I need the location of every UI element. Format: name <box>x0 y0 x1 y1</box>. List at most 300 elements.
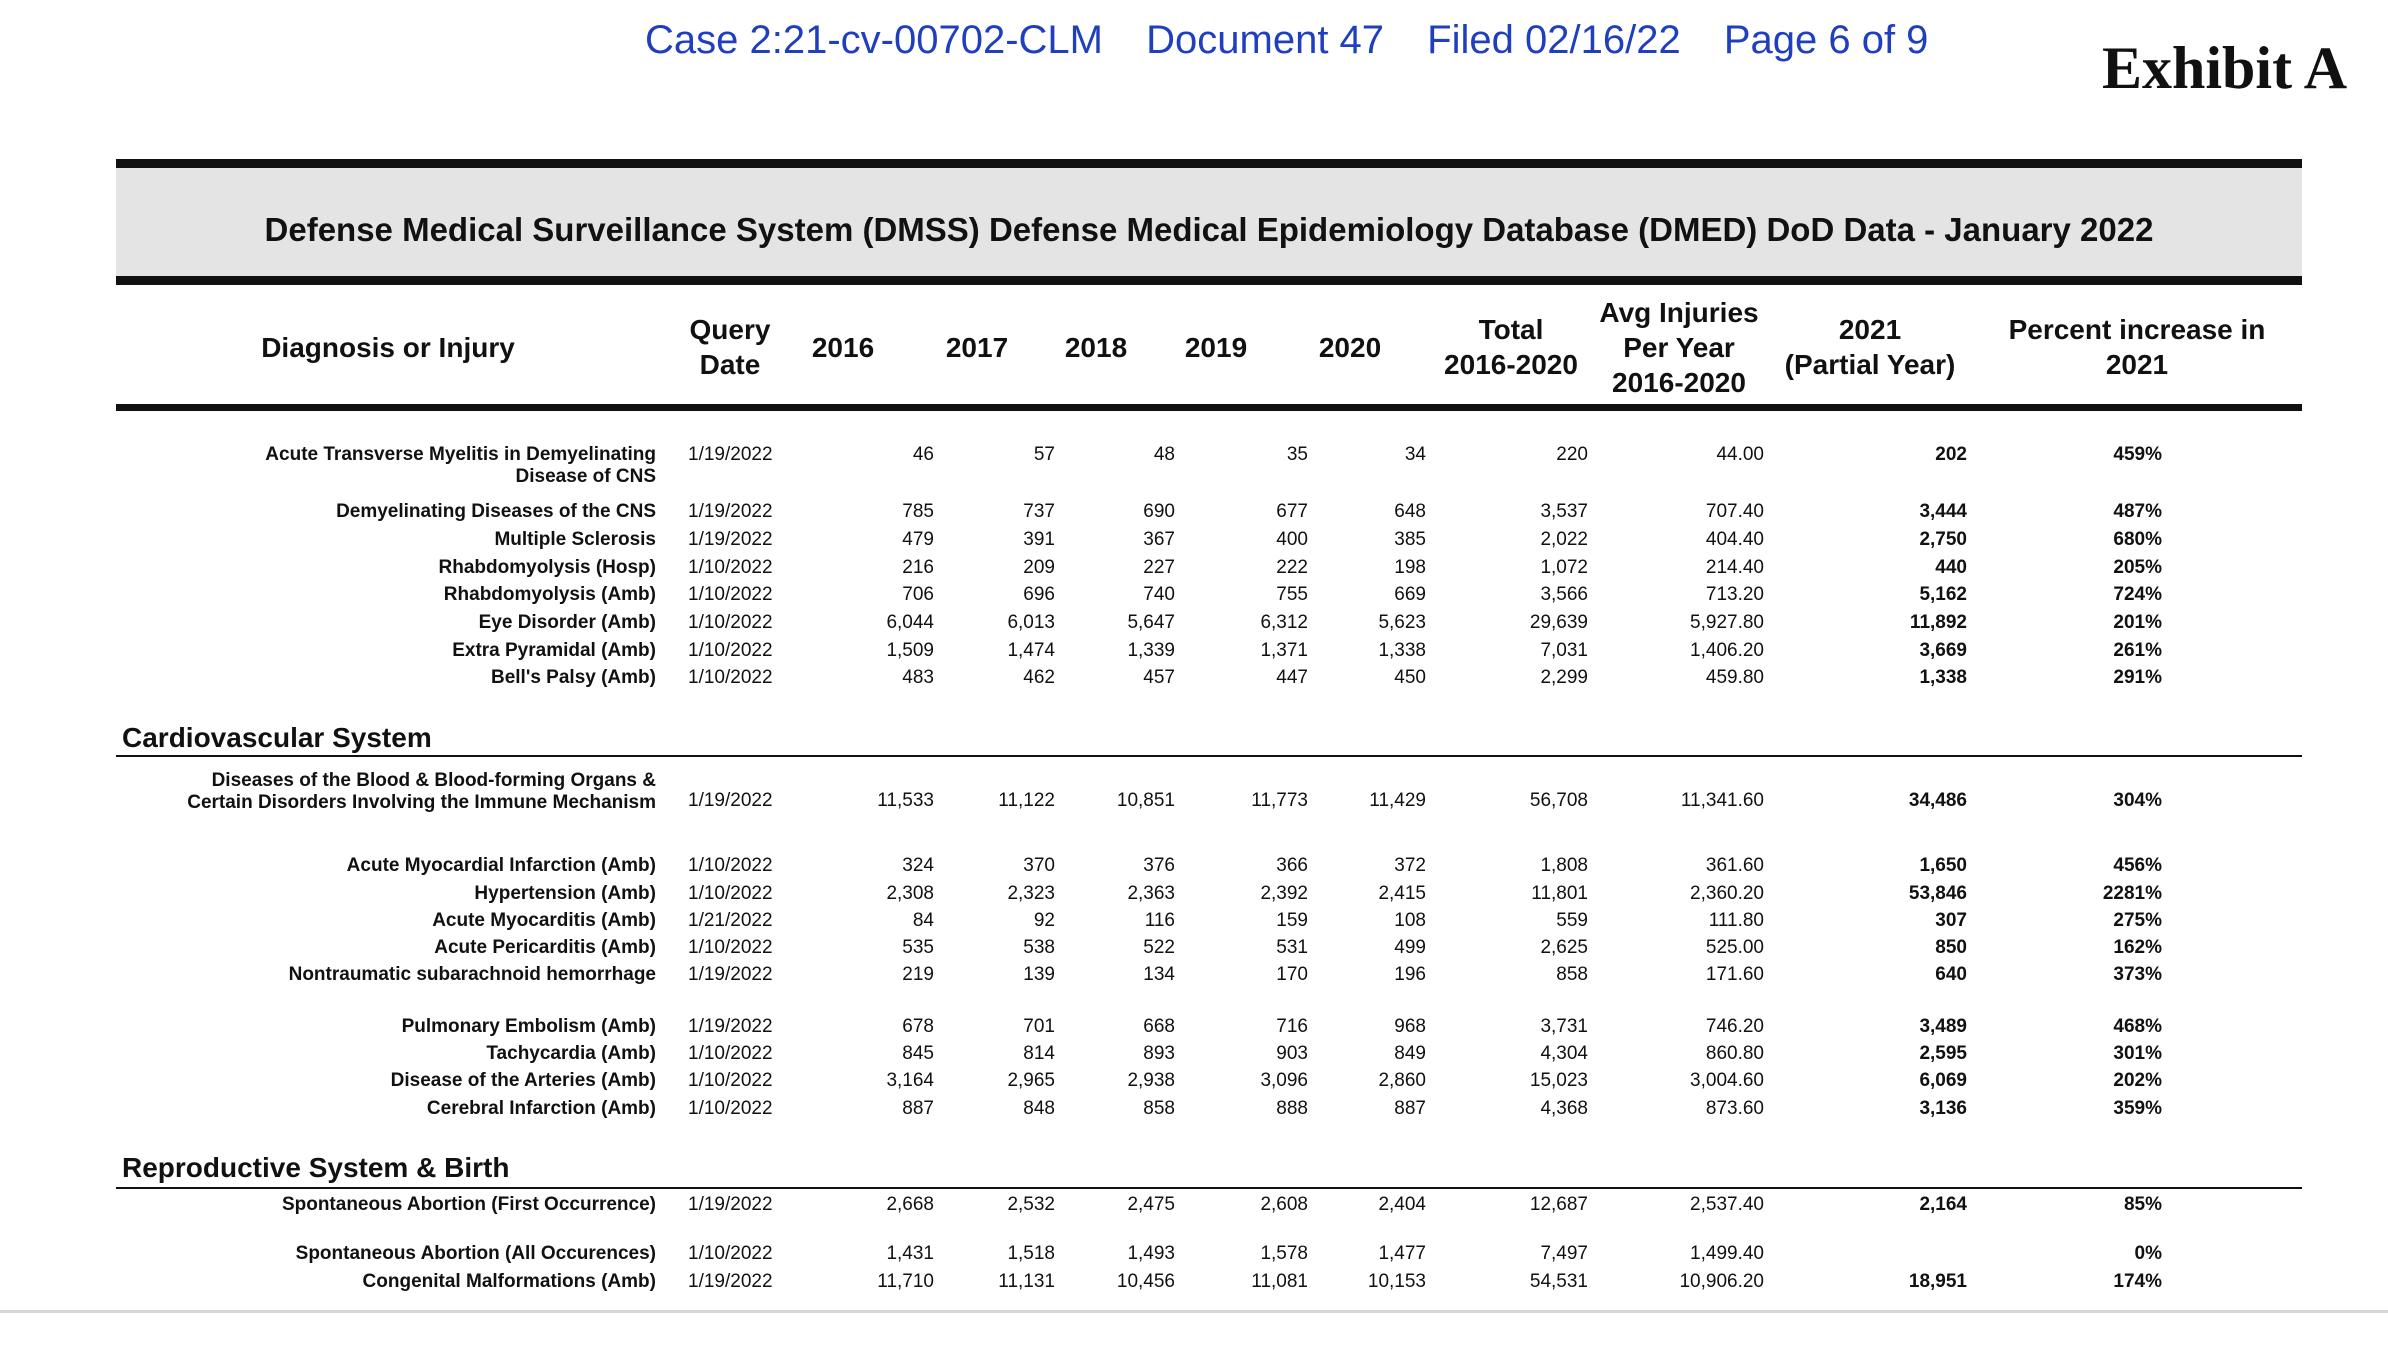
tot-cell: 1,072 <box>1540 557 1588 578</box>
section-reproductive-rule <box>116 1187 2302 1189</box>
v2020-cell: 648 <box>1394 501 1426 522</box>
v2016-cell: 324 <box>902 855 934 876</box>
query-date-cell: 1/21/2022 <box>688 910 773 931</box>
col-header-2016: 2016 <box>811 332 875 363</box>
table-row <box>0 855 2388 883</box>
table-row <box>0 584 2388 612</box>
document-number: Document 47 <box>1146 18 1385 62</box>
v2019-cell: 2,608 <box>1260 1194 1308 1215</box>
table-row <box>0 1070 2388 1098</box>
v2016-cell: 216 <box>902 557 934 578</box>
diagnosis-text: Diseases of the Blood & Blood-forming Organs & <box>211 770 656 791</box>
tot-cell: 29,639 <box>1529 612 1588 633</box>
v2020-cell: 198 <box>1394 557 1426 578</box>
tot-cell: 220 <box>1556 444 1588 465</box>
avg-cell: 707.40 <box>1705 501 1764 522</box>
table-row <box>0 1098 2388 1126</box>
v2017-cell: 209 <box>1023 557 1055 578</box>
v2017-cell: 538 <box>1023 937 1055 958</box>
avg-cell: 3,004.60 <box>1690 1070 1764 1091</box>
avg-cell: 10,906.20 <box>1679 1271 1764 1292</box>
tot-cell: 3,731 <box>1540 1016 1588 1037</box>
v2020-cell: 2,860 <box>1378 1070 1426 1091</box>
diagnosis-cell <box>187 770 656 814</box>
v2017-cell: 2,965 <box>1007 1070 1055 1091</box>
v2016-cell: 3,164 <box>886 1070 934 1091</box>
diagnosis-text: Extra Pyramidal (Amb) <box>452 640 656 661</box>
v2016-cell: 2,308 <box>886 883 934 904</box>
v2017-cell: 701 <box>1023 1016 1055 1037</box>
diagnosis-cell <box>265 444 656 488</box>
diagnosis-cell <box>491 667 656 689</box>
v2018-cell: 740 <box>1143 584 1175 605</box>
tot-cell: 15,023 <box>1529 1070 1588 1091</box>
diagnosis-cell <box>486 1043 656 1065</box>
avg-cell: 873.60 <box>1705 1098 1764 1119</box>
diagnosis-text: Acute Transverse Myelitis in Demyelinating <box>265 444 656 465</box>
v2020-cell: 499 <box>1394 937 1426 958</box>
query-date-cell: 1/19/2022 <box>688 501 773 522</box>
v2021-cell: 202 <box>1935 444 1967 465</box>
v2020-cell: 2,404 <box>1378 1194 1426 1215</box>
pct-cell: 680% <box>2113 529 2162 550</box>
diagnosis-cell <box>494 529 656 551</box>
table-row <box>0 937 2388 965</box>
query-date-cell: 1/10/2022 <box>688 855 773 876</box>
v2020-cell: 11,429 <box>1369 790 1426 811</box>
v2021-cell: 11,892 <box>1909 612 1967 633</box>
v2020-cell: 5,623 <box>1378 612 1426 633</box>
v2020-cell: 10,153 <box>1367 1271 1426 1292</box>
table-row <box>0 910 2388 938</box>
query-date-cell: 1/10/2022 <box>688 1098 773 1119</box>
diagnosis-text: Bell's Palsy (Amb) <box>490 667 656 688</box>
v2021-cell: 18,951 <box>1908 1271 1967 1292</box>
query-date-cell: 1/19/2022 <box>688 1016 773 1037</box>
v2016-cell: 6,044 <box>886 612 934 633</box>
pct-cell: 162% <box>2113 937 2162 958</box>
pct-cell: 468% <box>2113 1016 2162 1037</box>
v2017-cell: 462 <box>1023 667 1055 688</box>
avg-cell: 11,341.60 <box>1680 790 1764 811</box>
col-header-2021 <box>1785 312 1956 382</box>
v2018-cell: 522 <box>1143 937 1175 958</box>
v2017-cell: 696 <box>1023 584 1055 605</box>
query-date-cell: 1/19/2022 <box>688 529 773 550</box>
tot-cell: 2,625 <box>1540 937 1588 958</box>
diagnosis-text: Acute Myocardial Infarction (Amb) <box>346 855 656 876</box>
v2019-cell: 1,371 <box>1260 640 1308 661</box>
tot-cell: 7,497 <box>1540 1243 1588 1264</box>
table-row <box>0 640 2388 668</box>
pct-cell: 373% <box>2113 964 2162 985</box>
tot-cell: 7,031 <box>1540 640 1588 661</box>
pct-cell: 0% <box>2134 1243 2162 1264</box>
avg-cell: 2,360.20 <box>1690 883 1764 904</box>
tot-cell: 2,022 <box>1540 529 1588 550</box>
section-reproductive: Reproductive System & Birth <box>122 1152 510 1183</box>
tot-cell: 858 <box>1556 964 1588 985</box>
v2021-cell: 3,669 <box>1919 640 1967 661</box>
v2021-cell: 5,162 <box>1919 584 1967 605</box>
col-header-diagnosis <box>261 330 515 365</box>
pct-cell: 724% <box>2113 584 2162 605</box>
table-row <box>0 1271 2388 1299</box>
pct-cell: 304% <box>2113 790 2162 811</box>
diagnosis-text: Rhabdomyolysis (Amb) <box>443 584 656 605</box>
diagnosis-cell <box>452 640 656 662</box>
table-row <box>0 1243 2388 1271</box>
diagnosis-cell <box>363 1271 656 1293</box>
v2021-cell: 3,136 <box>1919 1098 1967 1119</box>
col-header-percent-line2: 2021 <box>2105 349 2169 380</box>
diagnosis-text: Eye Disorder (Amb) <box>478 612 656 633</box>
pct-cell: 202% <box>2113 1070 2162 1091</box>
diagnosis-cell <box>282 1194 656 1216</box>
diagnosis-text-line2: Certain Disorders Involving the Immune Mechanism <box>187 792 656 813</box>
v2017-cell: 57 <box>1033 444 1055 465</box>
v2019-cell: 888 <box>1276 1098 1308 1119</box>
avg-cell: 44.00 <box>1716 444 1764 465</box>
v2021-cell: 2,750 <box>1919 529 1967 550</box>
tot-cell: 4,368 <box>1540 1098 1588 1119</box>
diagnosis-text-line2: Disease of CNS <box>515 466 656 487</box>
v2020-cell: 1,477 <box>1378 1243 1426 1264</box>
v2017-cell: 2,532 <box>1007 1194 1055 1215</box>
v2017-cell: 11,122 <box>998 790 1055 811</box>
pct-cell: 85% <box>2123 1194 2162 1215</box>
v2019-cell: 222 <box>1276 557 1308 578</box>
pct-cell: 2281% <box>2102 883 2162 904</box>
avg-cell: 404.40 <box>1705 529 1764 550</box>
v2018-cell: 2,363 <box>1127 883 1175 904</box>
query-date-cell: 1/19/2022 <box>688 964 773 985</box>
query-date-cell: 1/10/2022 <box>688 883 773 904</box>
v2021-cell: 440 <box>1935 557 1967 578</box>
v2020-cell: 887 <box>1394 1098 1426 1119</box>
diagnosis-text: Rhabdomyolysis (Hosp) <box>438 557 656 578</box>
query-date-cell: 1/10/2022 <box>688 557 773 578</box>
v2016-cell: 84 <box>912 910 934 931</box>
v2017-cell: 370 <box>1023 855 1055 876</box>
table-title: Defense Medical Surveillance System (DMSS) Defense Medical Epidemiology Database (DMED) DoD Data - January 2022 <box>264 211 2154 248</box>
query-date-cell: 1/10/2022 <box>688 640 773 661</box>
v2020-cell: 849 <box>1394 1043 1426 1064</box>
tot-cell: 4,304 <box>1540 1043 1588 1064</box>
col-header-2021-line2: (Partial Year) <box>1784 349 1956 380</box>
v2021-cell: 2,595 <box>1919 1043 1967 1064</box>
diagnosis-cell <box>474 883 656 905</box>
col-header-query-date <box>690 312 771 382</box>
query-date-cell: 1/10/2022 <box>688 612 773 633</box>
v2021-cell: 850 <box>1935 937 1967 958</box>
table-row <box>0 529 2388 557</box>
v2018-cell: 116 <box>1144 910 1175 931</box>
v2017-cell: 1,474 <box>1007 640 1055 661</box>
tot-cell: 11,801 <box>1531 883 1588 904</box>
avg-cell: 525.00 <box>1705 937 1764 958</box>
query-date-cell: 1/19/2022 <box>688 1271 773 1292</box>
diagnosis-cell <box>402 1016 656 1038</box>
v2018-cell: 690 <box>1143 501 1175 522</box>
diagnosis-cell <box>347 855 656 877</box>
diagnosis-text: Spontaneous Abortion (All Occurences) <box>295 1243 656 1264</box>
tot-cell: 54,531 <box>1529 1271 1588 1292</box>
table-row <box>0 1194 2388 1222</box>
diagnosis-cell <box>427 1098 656 1120</box>
v2019-cell: 447 <box>1276 667 1308 688</box>
col-header-2017: 2017 <box>945 332 1009 363</box>
v2016-cell: 678 <box>902 1016 934 1037</box>
v2020-cell: 196 <box>1394 964 1426 985</box>
col-header-avg-line1: Avg Injuries <box>1599 297 1759 328</box>
col-header-percent-line1: Percent increase in <box>2008 314 2266 345</box>
v2021-cell: 1,650 <box>1919 855 1967 876</box>
col-header-diagnosis-text: Diagnosis or Injury <box>261 332 515 363</box>
v2017-cell: 6,013 <box>1007 612 1055 633</box>
v2018-cell: 893 <box>1143 1043 1175 1064</box>
diagnosis-cell <box>391 1070 656 1092</box>
v2021-cell: 53,846 <box>1908 883 1967 904</box>
v2021-cell: 3,489 <box>1919 1016 1967 1037</box>
tot-cell: 3,566 <box>1540 584 1588 605</box>
query-date-cell: 1/19/2022 <box>688 790 773 811</box>
pct-cell: 261% <box>2113 640 2162 661</box>
tot-cell: 1,808 <box>1540 855 1588 876</box>
pct-cell: 205% <box>2113 557 2162 578</box>
pct-cell: 275% <box>2113 910 2162 931</box>
v2019-cell: 366 <box>1276 855 1308 876</box>
filed-date: Filed 02/16/22 <box>1427 18 1681 62</box>
v2016-cell: 1,509 <box>886 640 934 661</box>
diagnosis-text: Pulmonary Embolism (Amb) <box>401 1016 656 1037</box>
diagnosis-text: Acute Myocarditis (Amb) <box>432 910 656 931</box>
v2018-cell: 376 <box>1143 855 1175 876</box>
diagnosis-text: Nontraumatic subarachnoid hemorrhage <box>288 964 656 985</box>
pct-cell: 174% <box>2113 1271 2162 1292</box>
v2021-cell: 34,486 <box>1908 790 1967 811</box>
diagnosis-text: Demyelinating Diseases of the CNS <box>336 501 656 522</box>
v2017-cell: 11,131 <box>998 1271 1055 1292</box>
col-header-avg-line3: 2016-2020 <box>1612 367 1746 398</box>
section-cardiovascular-rule <box>116 755 2302 757</box>
v2021-cell: 640 <box>1935 964 1967 985</box>
v2017-cell: 814 <box>1023 1043 1055 1064</box>
v2018-cell: 227 <box>1143 557 1175 578</box>
v2019-cell: 11,081 <box>1251 1271 1308 1292</box>
table-row <box>0 444 2388 487</box>
v2016-cell: 887 <box>902 1098 934 1119</box>
query-date-cell: 1/10/2022 <box>688 937 773 958</box>
v2019-cell: 3,096 <box>1260 1070 1308 1091</box>
avg-cell: 860.80 <box>1705 1043 1764 1064</box>
pct-cell: 487% <box>2113 501 2162 522</box>
v2018-cell: 1,493 <box>1127 1243 1175 1264</box>
table-row <box>0 964 2388 992</box>
diagnosis-cell <box>479 612 656 634</box>
avg-cell: 214.40 <box>1705 557 1764 578</box>
v2020-cell: 2,415 <box>1378 883 1426 904</box>
col-header-2021-line1: 2021 <box>1838 314 1902 345</box>
col-header-total <box>1444 312 1578 382</box>
query-date-cell: 1/10/2022 <box>688 1070 773 1091</box>
v2019-cell: 755 <box>1276 584 1308 605</box>
diagnosis-cell <box>289 964 656 986</box>
v2019-cell: 716 <box>1276 1016 1308 1037</box>
col-header-query-line2: Date <box>699 349 761 380</box>
v2018-cell: 2,938 <box>1127 1070 1175 1091</box>
v2020-cell: 1,338 <box>1378 640 1426 661</box>
table-row <box>0 501 2388 529</box>
avg-cell: 713.20 <box>1705 584 1764 605</box>
query-date-cell: 1/10/2022 <box>688 584 773 605</box>
page-number: Page 6 of 9 <box>1723 18 1929 62</box>
table-row <box>0 612 2388 640</box>
table-row <box>0 1043 2388 1071</box>
v2016-cell: 785 <box>902 501 934 522</box>
query-date-cell: 1/10/2022 <box>688 1243 773 1264</box>
table-row <box>0 770 2388 818</box>
v2018-cell: 668 <box>1143 1016 1175 1037</box>
v2016-cell: 483 <box>902 667 934 688</box>
diagnosis-cell <box>444 584 656 606</box>
v2020-cell: 108 <box>1394 910 1426 931</box>
pct-cell: 201% <box>2113 612 2162 633</box>
section-cardiovascular: Cardiovascular System <box>122 722 432 753</box>
diagnosis-text: Congenital Malformations (Amb) <box>362 1271 656 1292</box>
v2018-cell: 10,456 <box>1116 1271 1175 1292</box>
v2021-cell: 2,164 <box>1919 1194 1967 1215</box>
col-header-avg <box>1599 295 1758 400</box>
diagnosis-text: Hypertension (Amb) <box>474 883 656 904</box>
col-header-percent <box>2009 312 2266 382</box>
exhibit-label: Exhibit A <box>2102 35 2348 101</box>
v2018-cell: 1,339 <box>1127 640 1175 661</box>
table-row <box>0 883 2388 911</box>
tot-cell: 2,299 <box>1540 667 1588 688</box>
tot-cell: 3,537 <box>1540 501 1588 522</box>
v2021-cell: 307 <box>1935 910 1967 931</box>
diagnosis-cell <box>336 501 656 523</box>
v2019-cell: 35 <box>1286 444 1308 465</box>
v2018-cell: 858 <box>1143 1098 1175 1119</box>
avg-cell: 5,927.80 <box>1690 612 1764 633</box>
diagnosis-text: Spontaneous Abortion (First Occurrence) <box>281 1194 656 1215</box>
diagnosis-cell <box>439 557 656 579</box>
page-bottom-edge <box>0 1313 2388 1354</box>
table-row <box>0 1016 2388 1044</box>
pct-cell: 301% <box>2113 1043 2162 1064</box>
v2018-cell: 134 <box>1143 964 1175 985</box>
case-number: Case 2:21-cv-00702-CLM <box>645 18 1103 62</box>
v2021-cell: 6,069 <box>1919 1070 1967 1091</box>
v2019-cell: 400 <box>1276 529 1308 550</box>
avg-cell: 1,406.20 <box>1690 640 1764 661</box>
v2019-cell: 11,773 <box>1251 790 1308 811</box>
v2016-cell: 845 <box>902 1043 934 1064</box>
v2021-cell: 3,444 <box>1919 501 1967 522</box>
table-title-band <box>116 159 2302 285</box>
avg-cell: 459.80 <box>1705 667 1764 688</box>
v2019-cell: 159 <box>1276 910 1308 931</box>
query-date-cell: 1/10/2022 <box>688 1043 773 1064</box>
v2019-cell: 170 <box>1276 964 1308 985</box>
tot-cell: 56,708 <box>1529 790 1588 811</box>
v2019-cell: 6,312 <box>1260 612 1308 633</box>
v2018-cell: 457 <box>1143 667 1175 688</box>
court-filing-header <box>645 18 1928 63</box>
v2016-cell: 535 <box>902 937 934 958</box>
query-date-cell: 1/19/2022 <box>688 1194 773 1215</box>
v2018-cell: 10,851 <box>1116 790 1175 811</box>
pct-cell: 359% <box>2113 1098 2162 1119</box>
table-row <box>0 557 2388 585</box>
diagnosis-text: Tachycardia (Amb) <box>486 1043 656 1064</box>
v2016-cell: 11,710 <box>877 1271 934 1292</box>
v2020-cell: 669 <box>1394 584 1426 605</box>
tot-cell: 12,687 <box>1529 1194 1588 1215</box>
diagnosis-text: Acute Pericarditis (Amb) <box>434 937 656 958</box>
v2016-cell: 2,668 <box>886 1194 934 1215</box>
diagnosis-text: Cerebral Infarction (Amb) <box>426 1098 656 1119</box>
v2020-cell: 968 <box>1394 1016 1426 1037</box>
pct-cell: 459% <box>2113 444 2162 465</box>
v2019-cell: 903 <box>1276 1043 1308 1064</box>
col-header-2019: 2019 <box>1184 332 1248 363</box>
header-divider <box>116 404 2302 411</box>
avg-cell: 1,499.40 <box>1690 1243 1764 1264</box>
col-header-2020: 2020 <box>1318 332 1382 363</box>
v2017-cell: 1,518 <box>1007 1243 1055 1264</box>
query-date-cell: 1/10/2022 <box>688 667 773 688</box>
diagnosis-cell <box>296 1243 656 1265</box>
col-header-query-line1: Query <box>689 314 771 345</box>
diagnosis-text: Multiple Sclerosis <box>494 529 656 550</box>
avg-cell: 746.20 <box>1705 1016 1764 1037</box>
v2017-cell: 848 <box>1023 1098 1055 1119</box>
col-header-2018: 2018 <box>1064 332 1128 363</box>
avg-cell: 2,537.40 <box>1690 1194 1764 1215</box>
table-row <box>0 667 2388 695</box>
diagnosis-cell <box>434 937 656 959</box>
diagnosis-cell <box>432 910 656 932</box>
v2020-cell: 34 <box>1404 444 1426 465</box>
v2017-cell: 2,323 <box>1007 883 1055 904</box>
pct-cell: 456% <box>2113 855 2162 876</box>
col-header-total-line1: Total <box>1478 314 1544 345</box>
v2020-cell: 385 <box>1394 529 1426 550</box>
v2020-cell: 372 <box>1394 855 1426 876</box>
v2016-cell: 219 <box>902 964 934 985</box>
v2016-cell: 706 <box>902 584 934 605</box>
avg-cell: 171.60 <box>1705 964 1764 985</box>
v2018-cell: 5,647 <box>1127 612 1175 633</box>
tot-cell: 559 <box>1556 910 1588 931</box>
v2016-cell: 46 <box>912 444 934 465</box>
v2019-cell: 677 <box>1276 501 1308 522</box>
v2020-cell: 450 <box>1394 667 1426 688</box>
pct-cell: 291% <box>2113 667 2162 688</box>
v2018-cell: 2,475 <box>1127 1194 1175 1215</box>
query-date-cell: 1/19/2022 <box>688 444 773 465</box>
v2016-cell: 479 <box>902 529 934 550</box>
v2021-cell: 1,338 <box>1919 667 1967 688</box>
v2017-cell: 92 <box>1033 910 1055 931</box>
avg-cell: 111.80 <box>1708 910 1764 931</box>
v2016-cell: 11,533 <box>877 790 934 811</box>
v2018-cell: 367 <box>1143 529 1175 550</box>
v2019-cell: 2,392 <box>1260 883 1308 904</box>
